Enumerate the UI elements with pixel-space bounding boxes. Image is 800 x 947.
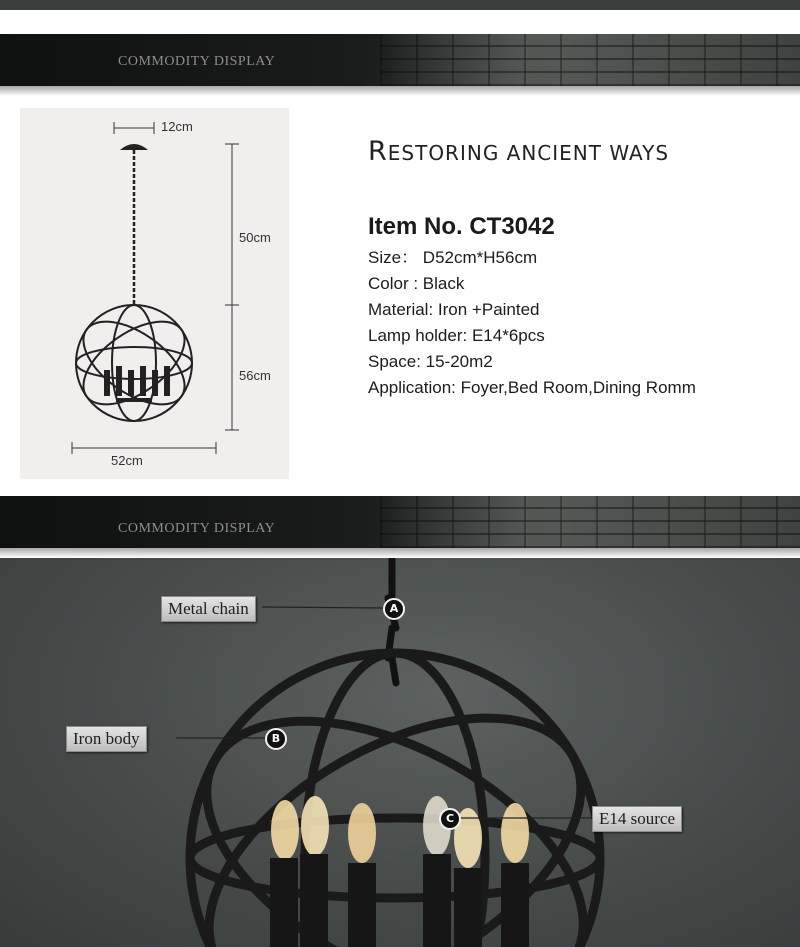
item-number: Item No. CT3042 [368, 213, 555, 240]
marker-b: B [265, 728, 287, 750]
dimension-drawing-panel [20, 108, 289, 479]
spec-size: Size： D52cm*H56cm [368, 248, 538, 267]
commodity-display-banner [0, 34, 800, 86]
canopy-dimension: 12cm [161, 119, 193, 134]
width-dimension: 52cm [111, 453, 143, 468]
marker-c: C [439, 808, 461, 830]
banner-label: COMMODITY DISPLAY [118, 521, 276, 536]
spec-application: Application: Foyer,Bed Room,Dining Romm [368, 378, 696, 397]
spec-list [368, 245, 696, 401]
brick-wall-texture [380, 34, 800, 86]
callout-e14-source: E14 source [592, 806, 682, 832]
pendant-lamp-dimension-drawing [20, 108, 289, 479]
banner-label: COMMODITY DISPLAY [118, 54, 276, 69]
spec-color: Color : Black [368, 274, 465, 293]
spec-material: Material: Iron +Painted [368, 300, 540, 319]
chain-dimension: 50cm [239, 230, 271, 245]
banner-shadow [0, 86, 800, 96]
body-height-dimension: 56cm [239, 368, 271, 383]
headline [368, 136, 669, 167]
banner-shadow [0, 548, 800, 558]
top-divider-strip [0, 0, 800, 10]
commodity-display-banner-2 [0, 496, 800, 548]
callout-metal-chain: Metal chain [161, 596, 256, 622]
spec-lamp-holder: Lamp holder: E14*6pcs [368, 326, 545, 345]
spec-space: Space: 15-20m2 [368, 352, 493, 371]
headline-rest: ESTORING ANCIENT WAYS [387, 141, 670, 165]
marker-a: A [383, 598, 405, 620]
brick-wall-texture [380, 496, 800, 548]
product-photo [0, 558, 800, 947]
callout-iron-body: Iron body [66, 726, 147, 752]
headline-initial: R [368, 136, 388, 167]
